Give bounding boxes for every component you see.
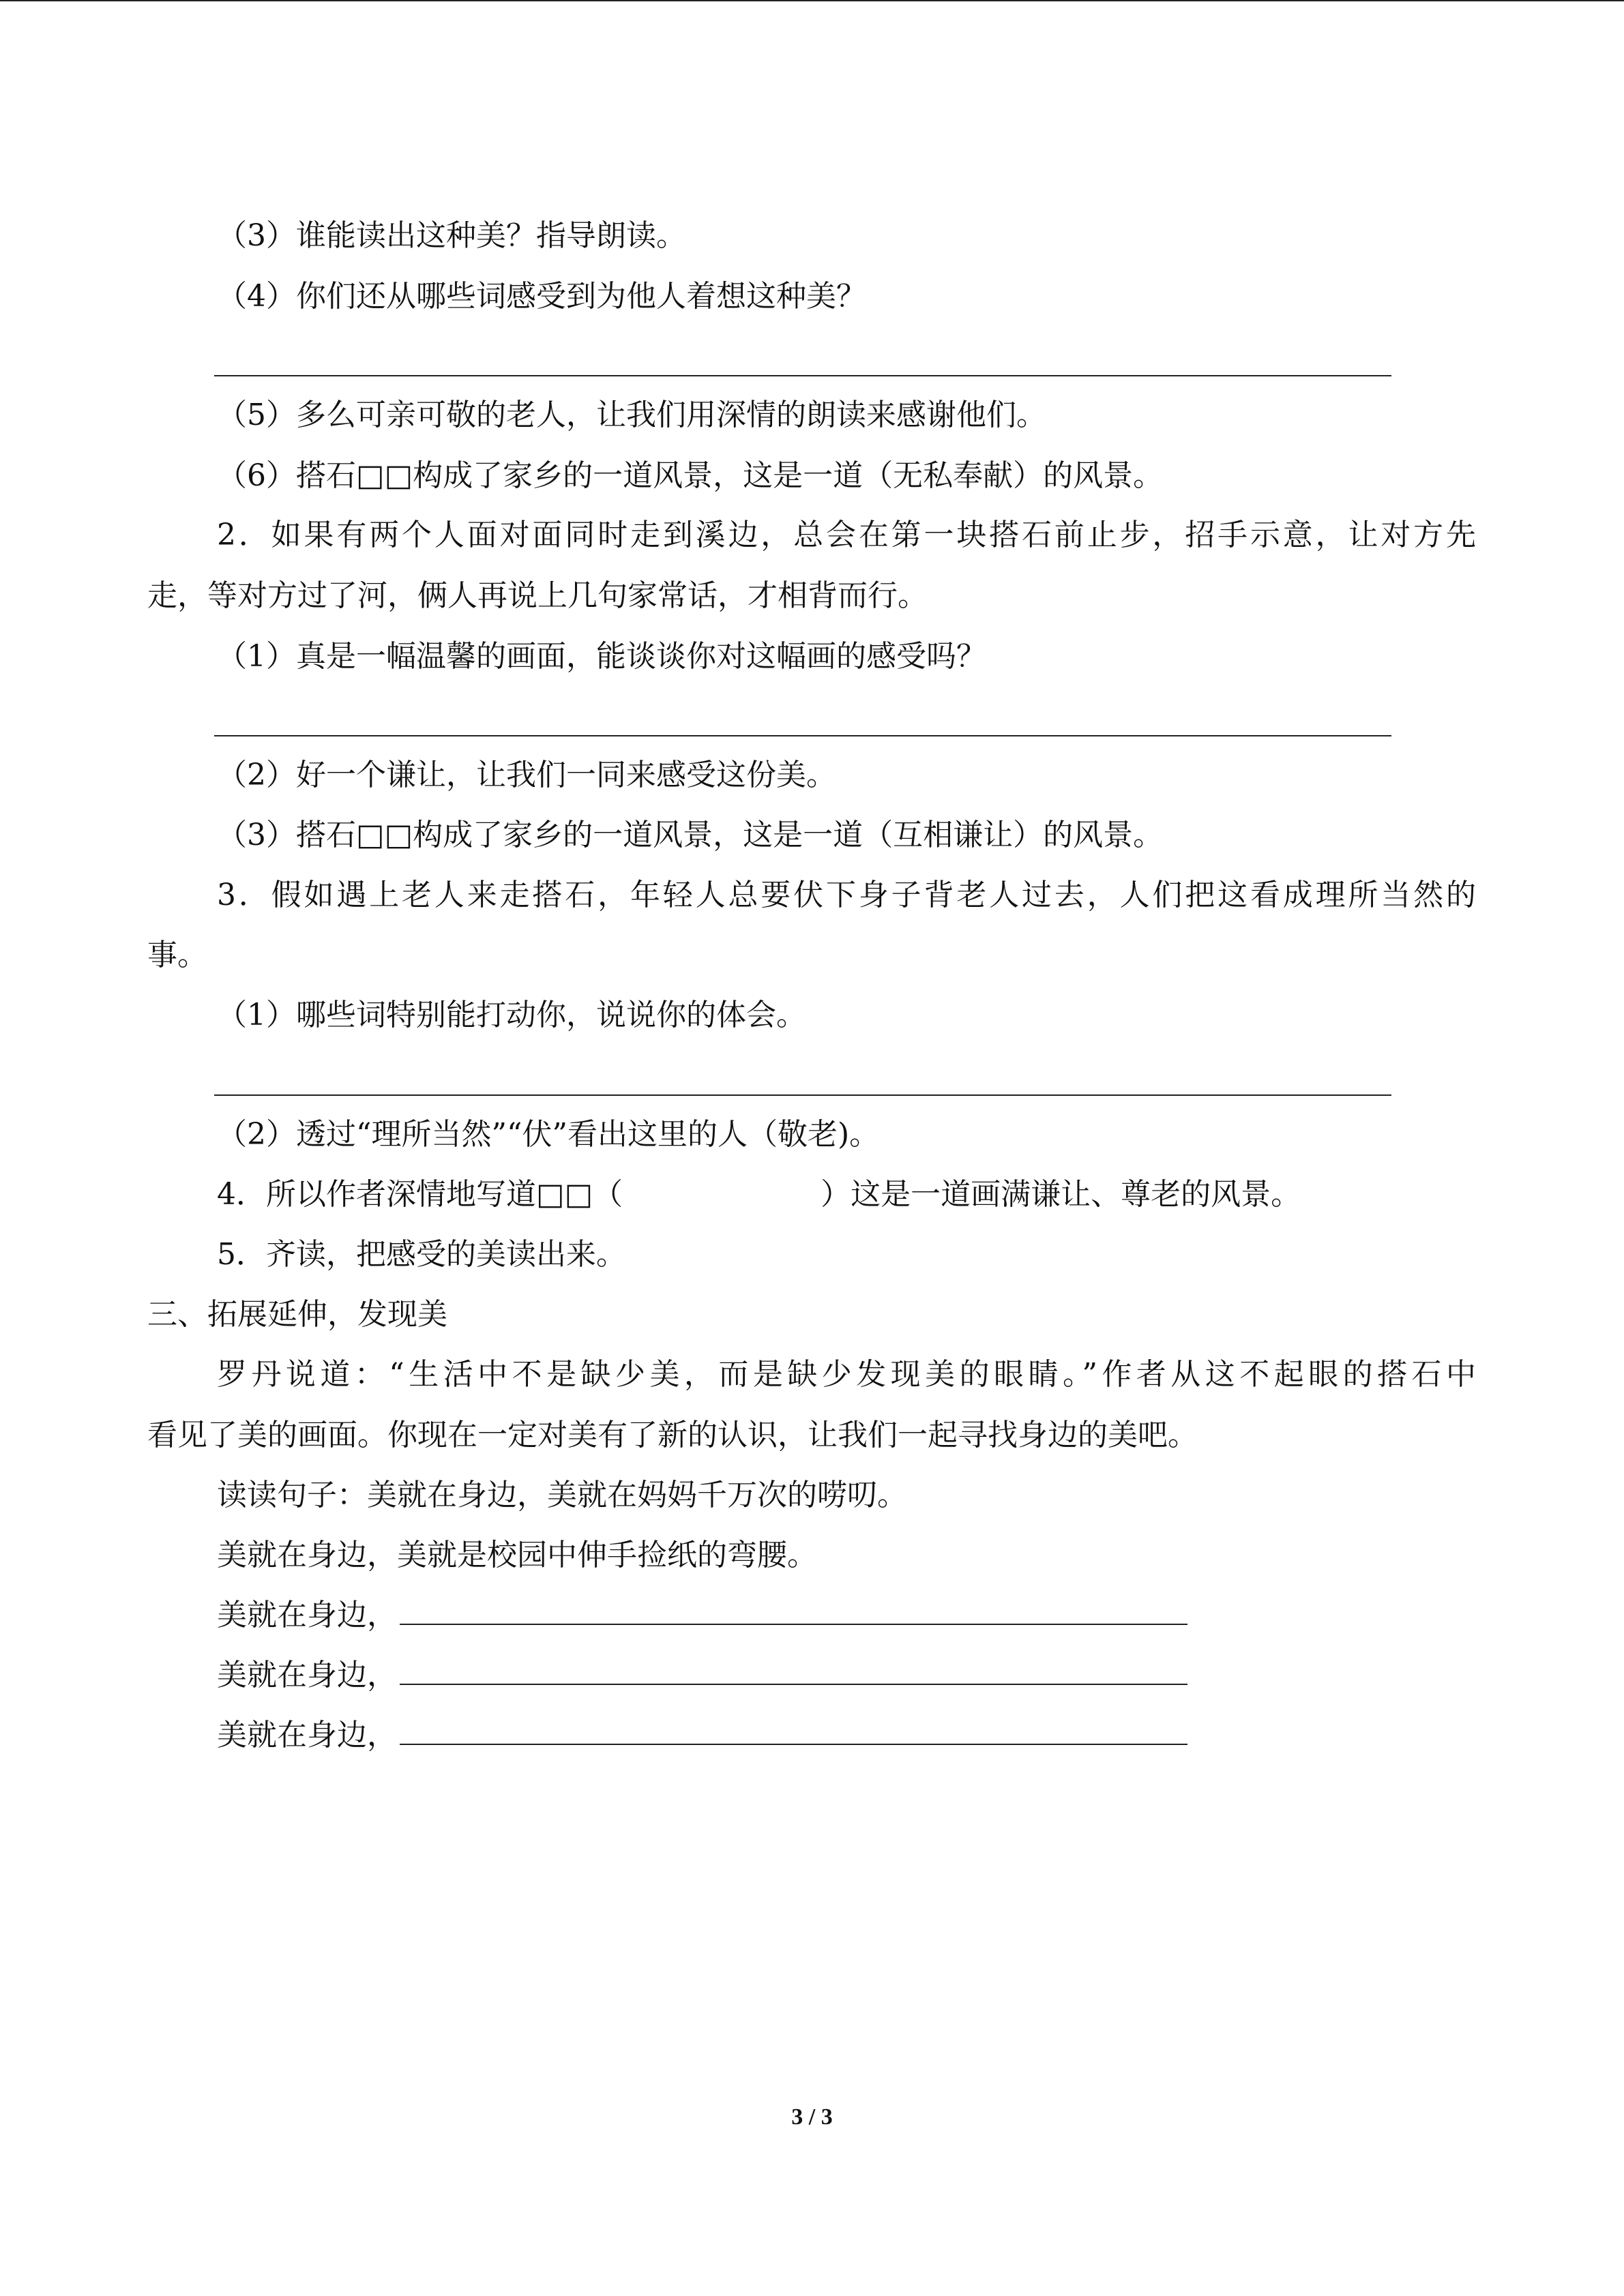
question-3-4: （6）搭石□□构成了家乡的一道风景，这是一道（无私奉献）的风景。 [217,458,1164,493]
item-4 [217,1174,1301,1215]
answer-line[interactable] [214,375,1391,376]
answer-line[interactable] [214,735,1391,736]
fill-blank[interactable] [400,1737,1187,1745]
item-3-text-cont: 事。 [147,938,207,972]
fill-line [217,1595,1187,1636]
section-heading: 三、拓展延伸，发现美 [147,1297,447,1332]
fill-prompt: 美就在身边， [217,1718,397,1753]
item-4-lead: 4．所以作者深情地写道□□（ [217,1177,623,1212]
answer-line[interactable] [214,1094,1391,1096]
page-number: 3 / 3 [791,2104,833,2130]
item-3-question-1: （1）哪些词特别能打动你，说说你的体会。 [217,998,806,1032]
read-sentence-2: 美就在身边，美就是校园中伸手捡纸的弯腰。 [217,1538,817,1572]
paragraph-rodin-cont: 看见了美的画面。你现在一定对美有了新的认识，让我们一起寻找身边的美吧。 [147,1418,1198,1452]
item-5: 5．齐读，把感受的美读出来。 [217,1237,626,1272]
fill-prompt: 美就在身边， [217,1598,397,1632]
fill-prompt: 美就在身边， [217,1658,397,1693]
read-sentence-1: 读读句子：美就在身边，美就在妈妈千万次的唠叨。 [217,1478,907,1512]
question-3-3: （5）多么可亲可敬的老人，让我们用深情的朗读来感谢他们。 [217,398,1046,432]
top-border [0,0,1624,1]
item-3-question-2: （2）透过“理所当然”“伏”看出这里的人（敬老)。 [217,1117,880,1152]
item-4-tail: ）这是一道画满谦让、尊老的风景。 [821,1177,1301,1212]
fill-blank[interactable] [400,1677,1187,1685]
item-2-text-cont: 走，等对方过了河，俩人再说上几句家常话，才相背而行。 [147,578,928,613]
paragraph-rodin: 罗丹说道：“生活中不是缺少美，而是缺少发现美的眼睛。”作者从这不起眼的搭石中 [217,1357,1476,1392]
item-2-text: 2．如果有两个人面对面同时走到溪边，总会在第一块搭石前止步，招手示意，让对方先 [217,518,1476,552]
fill-blank[interactable] [400,1617,1187,1625]
question-3-2: （4）你们还从哪些词感受到为他人着想这种美？ [217,279,866,314]
question-3-1: （3）谁能读出这种美？指导朗读。 [217,218,686,253]
fill-line [217,1715,1187,1756]
item-3-text: 3．假如遇上老人来走搭石，年轻人总要伏下身子背老人过去，人们把这看成理所当然的 [217,878,1476,912]
fill-line [217,1655,1187,1696]
item-2-question-3: （3）搭石□□构成了家乡的一道风景，这是一道（互相谦让）的风景。 [217,818,1164,852]
item-2-question-2: （2）好一个谦让，让我们一同来感受这份美。 [217,758,836,792]
item-2-question-1: （1）真是一幅温馨的画面，能谈谈你对这幅画的感受吗？ [217,639,986,674]
